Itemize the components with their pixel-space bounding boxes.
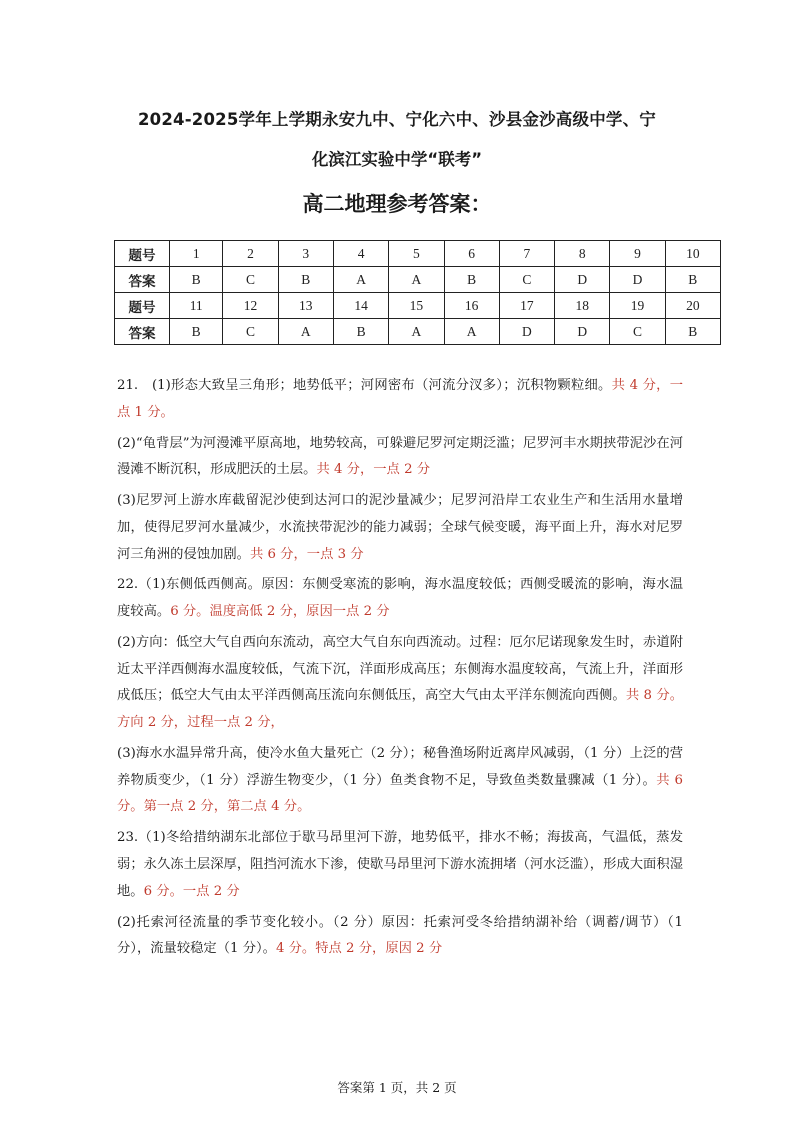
question-number-cell: 5 bbox=[389, 241, 444, 267]
answer-paragraph bbox=[117, 488, 683, 568]
answer-cell: C bbox=[223, 319, 278, 345]
answer-cell: B bbox=[444, 267, 499, 293]
answer-cell: A bbox=[389, 267, 444, 293]
answer-paragraph bbox=[117, 431, 683, 484]
table-row bbox=[115, 267, 721, 293]
answer-cell: B bbox=[665, 267, 720, 293]
question-number-cell: 14 bbox=[333, 293, 388, 319]
answer-cell: B bbox=[278, 267, 333, 293]
row-label-answer: 答案 bbox=[115, 319, 170, 345]
question-number-cell: 3 bbox=[278, 241, 333, 267]
answer-cell: C bbox=[499, 267, 554, 293]
row-label-answer: 答案 bbox=[115, 267, 170, 293]
question-number-cell: 2 bbox=[223, 241, 278, 267]
question-number-cell: 18 bbox=[555, 293, 610, 319]
answer-subtitle: 高二地理参考答案： bbox=[302, 192, 492, 216]
answer-cell: B bbox=[665, 319, 720, 345]
score-note: 共 4 分，一点 2 分 bbox=[316, 462, 431, 478]
question-number-cell: 13 bbox=[278, 293, 333, 319]
question-number-cell: 6 bbox=[444, 241, 499, 267]
question-number-cell: 16 bbox=[444, 293, 499, 319]
table-row bbox=[115, 319, 721, 345]
score-note: 6 分。一点 2 分 bbox=[143, 883, 240, 899]
question-number-cell: 7 bbox=[499, 241, 554, 267]
score-note: 4 分。特点 2 分，原因 2 分 bbox=[275, 941, 443, 957]
question-number-cell: 10 bbox=[665, 241, 720, 267]
table-row bbox=[115, 293, 721, 319]
answer-cell: B bbox=[170, 267, 223, 293]
score-note: 共 6 分。第一点 2 分，第二点 4 分。 bbox=[117, 772, 684, 815]
answer-text: 23.（1)冬给措纳湖东北部位于歇马昂里河下游，地势低平，排水不畅；海拔高，气温低，蒸发弱；永久冻土层深厚，阻挡河流水下渗，使歇马昂里河下游水流拥堵（河水泛滥），形成大面积湿地。 bbox=[117, 830, 683, 899]
answer-text: 21. (1)形态大致呈三角形；地势低平；河网密布（河流分汊多）；沉积物颗粒细。 bbox=[117, 378, 612, 393]
answer-paragraph bbox=[117, 630, 683, 737]
answer-paragraph bbox=[117, 825, 683, 905]
answer-cell: C bbox=[223, 267, 278, 293]
answer-cell: C bbox=[610, 319, 665, 345]
row-label-number: 题号 bbox=[115, 241, 170, 267]
question-number-cell: 12 bbox=[223, 293, 278, 319]
question-number-cell: 17 bbox=[499, 293, 554, 319]
answer-paragraph bbox=[117, 373, 683, 426]
score-note: 共 6 分，一点 3 分 bbox=[249, 546, 364, 562]
question-number-cell: 11 bbox=[170, 293, 223, 319]
answer-cell: D bbox=[610, 267, 665, 293]
answer-cell: D bbox=[555, 319, 610, 345]
question-number-cell: 9 bbox=[610, 241, 665, 267]
exam-title-line2: 化滨江实验中学“联考” bbox=[311, 150, 483, 169]
question-number-cell: 19 bbox=[610, 293, 665, 319]
question-number-cell: 20 bbox=[665, 293, 720, 319]
answer-table bbox=[114, 240, 721, 345]
score-note: 共 4 分，一点 1 分。 bbox=[117, 378, 683, 420]
question-number-cell: 8 bbox=[555, 241, 610, 267]
answer-text: (2)方向：低空大气自西向东流动，高空大气自东向西流动。过程：厄尔尼诺现象发生时，赤道附近太平洋西侧海水温度较低，气流下沉，洋面形成高压；东侧海水温度较高，气流上升，洋面形成低压；低空大气由太平洋西侧高压流向东侧低压，高空大气由太平洋东侧流向西侧。 bbox=[117, 635, 683, 704]
answer-paragraph bbox=[117, 910, 683, 963]
answer-cell: A bbox=[389, 319, 444, 345]
answer-cell: A bbox=[278, 319, 333, 345]
answer-cell: B bbox=[333, 319, 388, 345]
answer-cell: D bbox=[555, 267, 610, 293]
answer-cell: A bbox=[333, 267, 388, 293]
answer-cell: A bbox=[444, 319, 499, 345]
row-label-number: 题号 bbox=[115, 293, 170, 319]
question-number-cell: 15 bbox=[389, 293, 444, 319]
answer-cell: B bbox=[170, 319, 223, 345]
answer-cell: D bbox=[499, 319, 554, 345]
question-number-cell: 1 bbox=[170, 241, 223, 267]
answer-text: (3)海水水温异常升高，使冷水鱼大量死亡（2 分）；秘鲁渔场附近离岸风减弱，（1 分）上泛的营养物质变少，（1 分）浮游生物变少，（1 分）鱼类食物不足，导致鱼类数量骤减（1 分）。 bbox=[117, 746, 683, 788]
page-footer: 答案第 1 页，共 2 页 bbox=[337, 1080, 457, 1095]
score-note: 6 分。温度高低 2 分，原因一点 2 分 bbox=[170, 604, 390, 620]
answer-paragraph bbox=[117, 741, 683, 821]
answer-text: (2)“龟背层”为河漫滩平原高地，地势较高，可躲避尼罗河定期泛滥；尼罗河丰水期挟带泥沙在河漫滩不断沉积，形成肥沃的土层。 bbox=[117, 435, 683, 478]
question-number-cell: 4 bbox=[333, 241, 388, 267]
table-row bbox=[115, 241, 721, 267]
answer-explanations bbox=[117, 373, 683, 967]
answer-text: (3)尼罗河上游水库截留泥沙使到达河口的泥沙量减少；尼罗河沿岸工农业生产和生活用水量增加，使得尼罗河水量减少，水流挟带泥沙的能力减弱；全球气候变暖，海平面上升，海水对尼罗河三角洲的侵蚀加剧。 bbox=[117, 493, 683, 562]
answer-text: (2)托索河径流量的季节变化较小。（2 分）原因：托索河受冬给措纳湖补给（调蓄/调节）（1 分），流量较稳定（1 分）。 bbox=[117, 914, 683, 957]
score-note: 共 8 分。方向 2 分，过程一点 2 分， bbox=[117, 688, 684, 731]
answer-paragraph bbox=[117, 572, 683, 625]
answer-text: 22.（1)东侧低西侧高。原因：东侧受寒流的影响，海水温度较低；西侧受暖流的影响，海水温度较高。 bbox=[117, 577, 683, 620]
exam-title-line1: 2024-2025学年上学期永安九中、宁化六中、沙县金沙高级中学、宁 bbox=[138, 110, 656, 129]
